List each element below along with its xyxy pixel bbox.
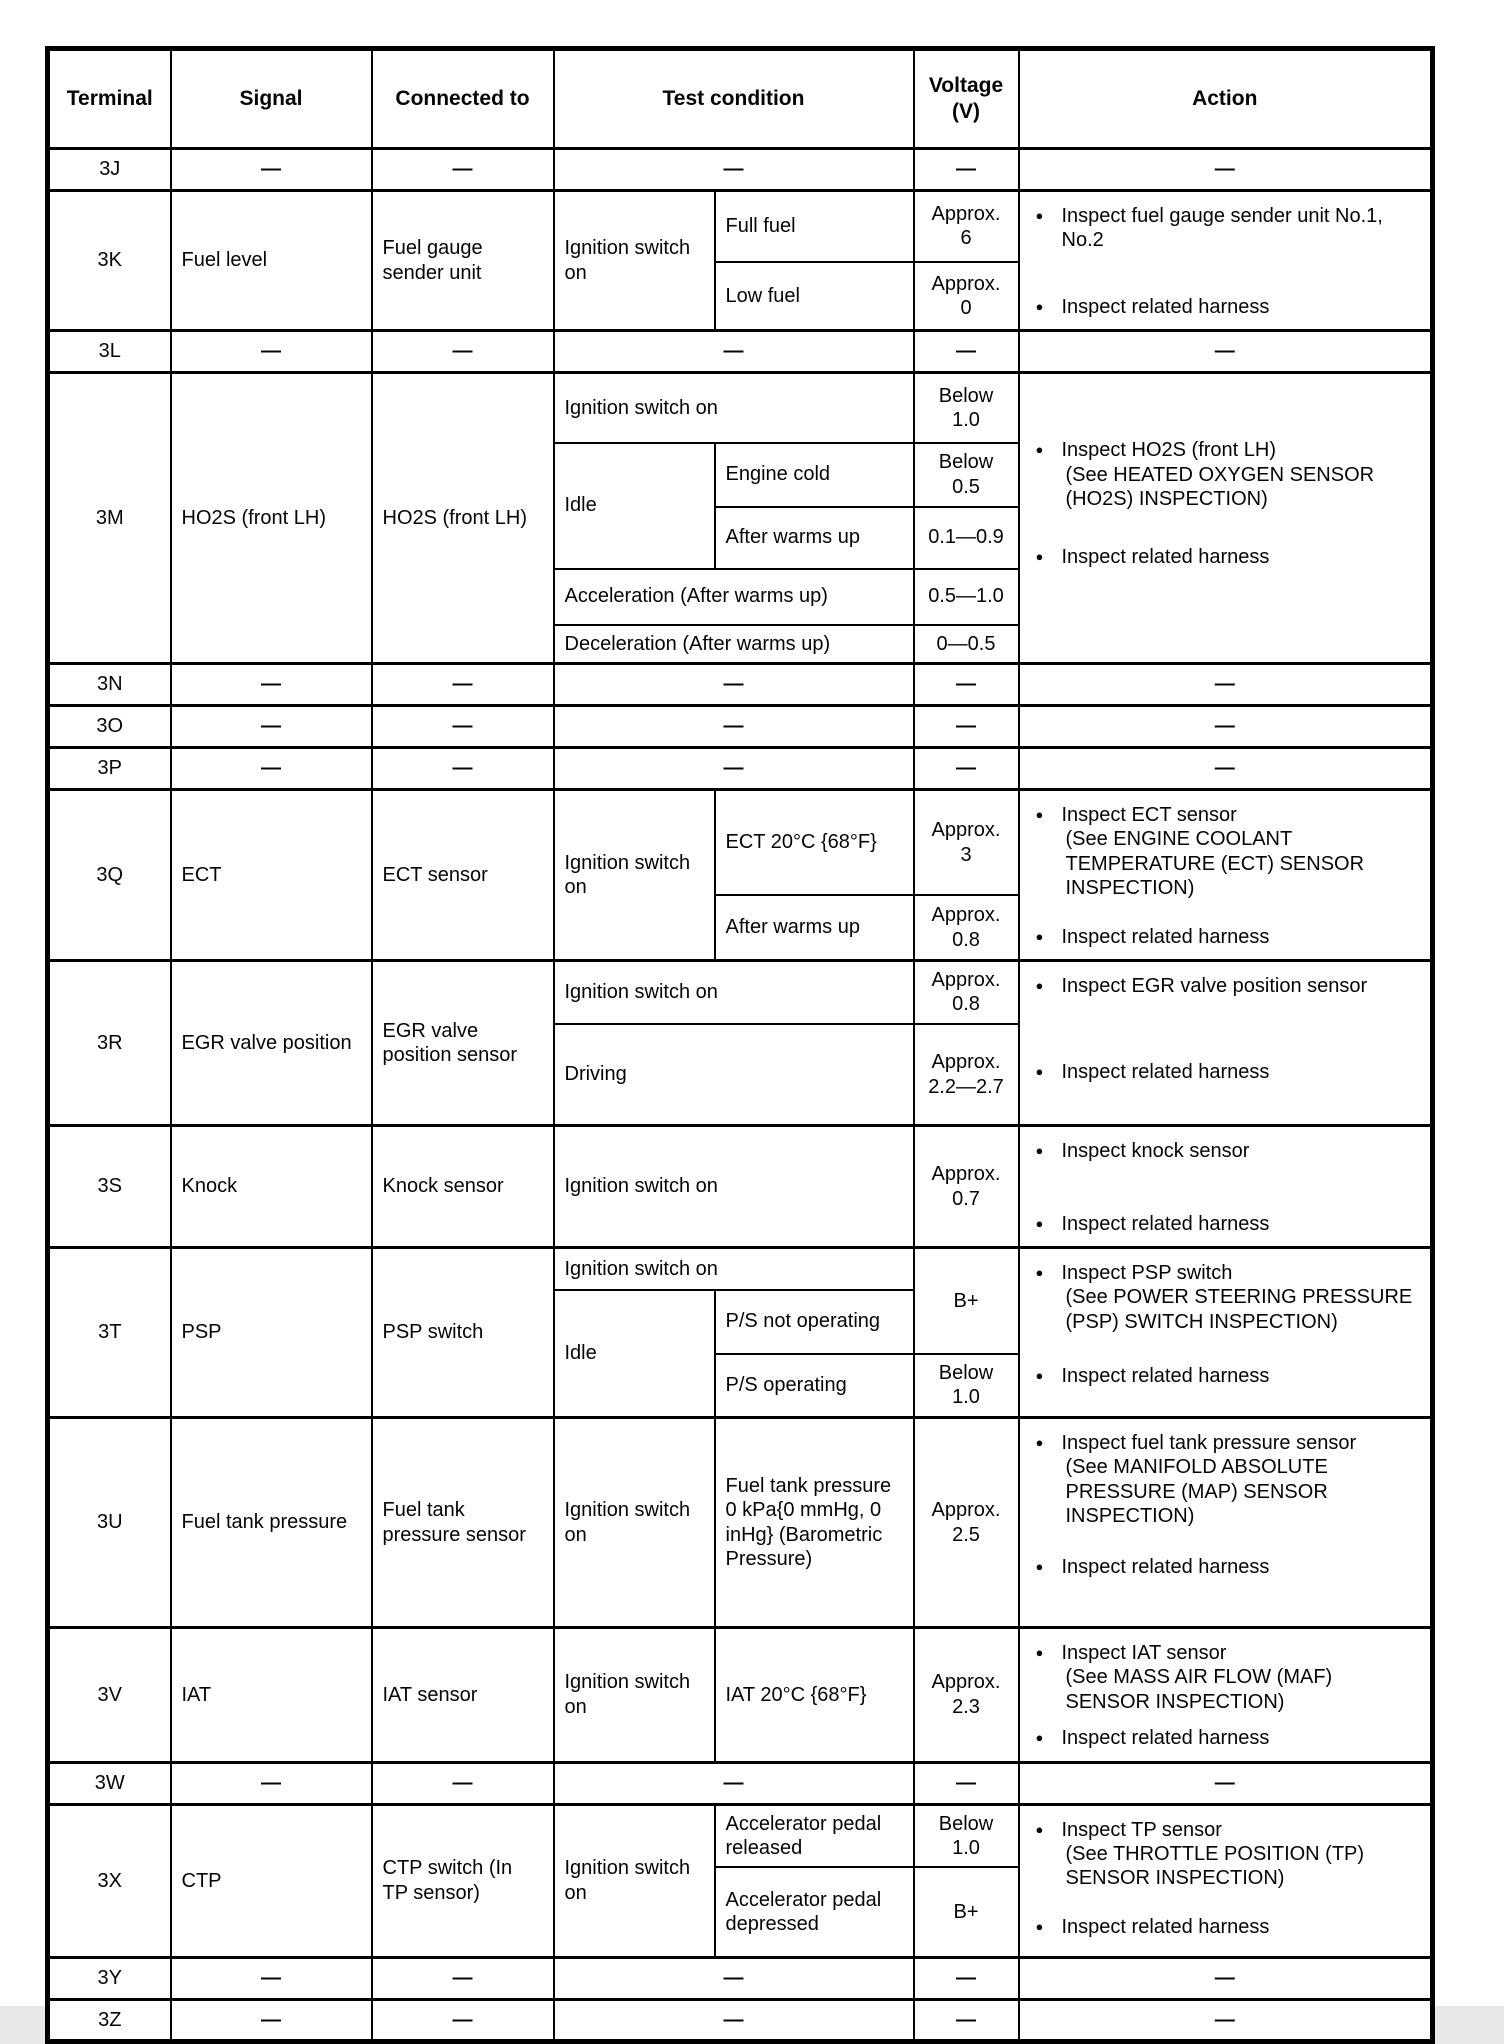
- table-container: [45, 46, 1435, 2044]
- voltage-cell: 0.5—1.0: [914, 569, 1019, 625]
- condition-group-cell: Ignition switch on: [554, 1418, 715, 1628]
- connected-cell: Fuel tank pressure sensor: [372, 1418, 554, 1628]
- action-item: ● Inspect fuel tank pressure sensor (See MANIFOLD ABSOLUTE PRESSURE (MAP) SENSOR INSPECTION): [1035, 1432, 1357, 1528]
- terminal-cell: 3U: [48, 1418, 171, 1628]
- voltage-cell: Approx. 2.5: [914, 1418, 1019, 1628]
- condition-group-cell: Ignition switch on: [554, 1628, 715, 1763]
- bullet-icon: ●: [1035, 298, 1044, 314]
- dash-cell: —: [171, 1999, 372, 2041]
- connected-cell: HO2S (front LH): [372, 373, 554, 664]
- condition-cell: P/S not operating: [715, 1290, 914, 1354]
- connected-cell: Fuel gauge sender unit: [372, 191, 554, 331]
- dash-cell: —: [171, 331, 372, 373]
- condition-group-cell: Idle: [554, 443, 715, 569]
- header-signal: Signal: [171, 49, 372, 149]
- bullet-icon: ●: [1035, 1368, 1044, 1384]
- action-cell: [1019, 191, 1433, 331]
- terminal-cell: 3X: [48, 1804, 171, 1957]
- dash-cell: —: [914, 149, 1019, 191]
- row-3n: [48, 664, 1433, 706]
- dash-cell: —: [372, 1762, 554, 1804]
- connected-cell: IAT sensor: [372, 1628, 554, 1763]
- row-3x: [48, 1804, 1433, 1867]
- signal-cell: Fuel level: [171, 191, 372, 331]
- action-item: ● Inspect fuel gauge sender unit No.1, No.2: [1035, 205, 1383, 252]
- terminal-cell: 3O: [48, 706, 171, 748]
- voltage-cell: 0.1—0.9: [914, 507, 1019, 569]
- condition-cell: IAT 20°C {68°F}: [715, 1628, 914, 1763]
- dash-cell: —: [372, 748, 554, 790]
- action-cell: [1019, 961, 1433, 1126]
- condition-cell: Full fuel: [715, 191, 914, 262]
- action-item: ● Inspect HO2S (front LH) (See HEATED OXYGEN SENSOR (HO2S) INSPECTION): [1035, 439, 1375, 510]
- bullet-icon: ●: [1035, 1730, 1044, 1746]
- voltage-cell: Approx. 0.8: [914, 895, 1019, 960]
- action-item: ● Inspect EGR valve position sensor: [1035, 975, 1368, 998]
- bullet-icon: ●: [1035, 208, 1044, 223]
- voltage-cell: B+: [914, 1867, 1019, 1957]
- condition-cell: Low fuel: [715, 262, 914, 331]
- bullet-icon: ●: [1035, 442, 1044, 458]
- terminal-cell: 3S: [48, 1126, 171, 1248]
- voltage-cell: Approx. 2.2—2.7: [914, 1024, 1019, 1126]
- action-item: ● Inspect related harness: [1035, 1365, 1270, 1388]
- row-3r: [48, 961, 1433, 1024]
- condition-cell: Driving: [554, 1024, 914, 1126]
- dash-cell: —: [1019, 1999, 1433, 2041]
- voltage-cell: Below 1.0: [914, 1354, 1019, 1418]
- condition-cell: Fuel tank pressure 0 kPa{0 mmHg, 0 inHg} (Barometric Pressure): [715, 1418, 914, 1628]
- signal-cell: EGR valve position: [171, 961, 372, 1126]
- bullet-icon: ●: [1035, 978, 1044, 994]
- action-cell: [1019, 1126, 1433, 1248]
- condition-cell: Accelerator pedal depressed: [715, 1867, 914, 1957]
- action-cell: [1019, 1804, 1433, 1957]
- action-item: ● Inspect related harness: [1035, 1727, 1270, 1750]
- action-item: ● Inspect related harness: [1035, 1555, 1270, 1578]
- condition-cell: Ignition switch on: [554, 1126, 914, 1248]
- action-item: ● Inspect related harness: [1035, 546, 1270, 569]
- dash-cell: —: [554, 664, 914, 706]
- signal-cell: ECT: [171, 790, 372, 961]
- condition-cell: Ignition switch on: [554, 961, 914, 1024]
- action-item: ● Inspect related harness: [1035, 1061, 1270, 1084]
- terminal-cell: 3V: [48, 1628, 171, 1763]
- condition-cell: Ignition switch on: [554, 373, 914, 443]
- terminal-cell: 3T: [48, 1248, 171, 1418]
- condition-cell: Acceleration (After warms up): [554, 569, 914, 625]
- header-connected-to: Connected to: [372, 49, 554, 149]
- condition-cell: P/S operating: [715, 1354, 914, 1418]
- condition-cell: After warms up: [715, 507, 914, 569]
- row-3y: [48, 1957, 1433, 1999]
- bullet-icon: ●: [1035, 807, 1044, 823]
- signal-cell: Fuel tank pressure: [171, 1418, 372, 1628]
- dash-cell: —: [914, 706, 1019, 748]
- bullet-icon: ●: [1035, 549, 1044, 565]
- terminal-cell: 3K: [48, 191, 171, 331]
- terminal-cell: 3Z: [48, 1999, 171, 2041]
- connected-cell: PSP switch: [372, 1248, 554, 1418]
- signal-cell: Knock: [171, 1126, 372, 1248]
- terminal-cell: 3Q: [48, 790, 171, 961]
- condition-cell: Ignition switch on: [554, 1248, 914, 1290]
- condition-cell: Deceleration (After warms up): [554, 625, 914, 664]
- action-item: ● Inspect TP sensor (See THROTTLE POSITION (TP) SENSOR INSPECTION): [1035, 1818, 1365, 1890]
- row-3s: [48, 1126, 1433, 1248]
- row-3o: [48, 706, 1433, 748]
- dash-cell: —: [171, 706, 372, 748]
- condition-cell: Engine cold: [715, 443, 914, 507]
- voltage-cell: Approx. 3: [914, 790, 1019, 896]
- terminal-cell: 3L: [48, 331, 171, 373]
- dash-cell: —: [914, 331, 1019, 373]
- condition-cell: ECT 20°C {68°F}: [715, 790, 914, 896]
- header-test-condition: Test condition: [554, 49, 914, 149]
- dash-cell: —: [372, 664, 554, 706]
- bullet-icon: ●: [1035, 1821, 1044, 1837]
- condition-cell: After warms up: [715, 895, 914, 960]
- bullet-icon: ●: [1035, 1918, 1044, 1934]
- dash-cell: —: [372, 149, 554, 191]
- dash-cell: —: [914, 1957, 1019, 1999]
- voltage-cell: Approx. 6: [914, 191, 1019, 262]
- action-cell: [1019, 790, 1433, 961]
- voltage-cell: Below 1.0: [914, 1804, 1019, 1867]
- row-3m: [48, 373, 1433, 443]
- condition-group-cell: Ignition switch on: [554, 1804, 715, 1957]
- row-3j: [48, 149, 1433, 191]
- action-item: ● Inspect related harness: [1035, 925, 1270, 948]
- signal-cell: IAT: [171, 1628, 372, 1763]
- dash-cell: —: [171, 1762, 372, 1804]
- bullet-icon: ●: [1035, 1645, 1044, 1661]
- dash-cell: —: [1019, 1957, 1433, 1999]
- action-cell: [1019, 373, 1433, 664]
- dash-cell: —: [1019, 664, 1433, 706]
- voltage-cell: B+: [914, 1248, 1019, 1354]
- voltage-cell: 0—0.5: [914, 625, 1019, 664]
- dash-cell: —: [1019, 748, 1433, 790]
- dash-cell: —: [1019, 331, 1433, 373]
- dash-cell: —: [554, 1762, 914, 1804]
- action-item: ● Inspect related harness: [1035, 1915, 1270, 1938]
- bullet-icon: ●: [1035, 1265, 1044, 1281]
- dash-cell: —: [1019, 706, 1433, 748]
- voltage-cell: Below 0.5: [914, 443, 1019, 507]
- row-3t: [48, 1248, 1433, 1290]
- terminal-cell: 3P: [48, 748, 171, 790]
- terminal-cell: 3M: [48, 373, 171, 664]
- terminal-cell: 3W: [48, 1762, 171, 1804]
- terminal-cell: 3Y: [48, 1957, 171, 1999]
- header-row: [48, 49, 1433, 149]
- dash-cell: —: [1019, 149, 1433, 191]
- bullet-icon: ●: [1035, 1558, 1044, 1574]
- condition-group-cell: Ignition switch on: [554, 191, 715, 331]
- dash-cell: —: [171, 664, 372, 706]
- dash-cell: —: [914, 664, 1019, 706]
- dash-cell: —: [914, 1762, 1019, 1804]
- dash-cell: —: [914, 1999, 1019, 2041]
- row-3k: [48, 191, 1433, 262]
- row-3p: [48, 748, 1433, 790]
- action-cell: [1019, 1248, 1433, 1418]
- dash-cell: —: [554, 748, 914, 790]
- row-3w: [48, 1762, 1433, 1804]
- row-3l: [48, 331, 1433, 373]
- voltage-cell: Approx. 0.7: [914, 1126, 1019, 1248]
- header-action: Action: [1019, 49, 1433, 149]
- action-item: ● Inspect related harness: [1035, 295, 1270, 318]
- bullet-icon: ●: [1035, 928, 1044, 944]
- dash-cell: —: [554, 149, 914, 191]
- spacer: [1034, 386, 1419, 438]
- action-item: ● Inspect PSP switch (See POWER STEERING PRESSURE (PSP) SWITCH INSPECTION): [1035, 1262, 1413, 1333]
- dash-cell: —: [171, 748, 372, 790]
- dash-cell: —: [914, 748, 1019, 790]
- signal-cell: CTP: [171, 1804, 372, 1957]
- bullet-icon: ●: [1035, 1143, 1044, 1159]
- connected-cell: EGR valve position sensor: [372, 961, 554, 1126]
- condition-group-cell: Idle: [554, 1290, 715, 1418]
- voltage-cell: Approx. 2.3: [914, 1628, 1019, 1763]
- bullet-icon: ●: [1035, 1064, 1044, 1080]
- dash-cell: —: [554, 331, 914, 373]
- dash-cell: —: [171, 149, 372, 191]
- dash-cell: —: [171, 1957, 372, 1999]
- voltage-cell: Below 1.0: [914, 373, 1019, 443]
- action-item: ● Inspect related harness: [1035, 1212, 1270, 1235]
- connected-cell: CTP switch (In TP sensor): [372, 1804, 554, 1957]
- voltage-cell: Approx. 0: [914, 262, 1019, 331]
- action-item: ● Inspect knock sensor: [1035, 1140, 1250, 1163]
- header-terminal: Terminal: [48, 49, 171, 149]
- voltage-cell: Approx. 0.8: [914, 961, 1019, 1024]
- dash-cell: —: [372, 331, 554, 373]
- action-cell: [1019, 1418, 1433, 1628]
- connected-cell: ECT sensor: [372, 790, 554, 961]
- action-item: ● Inspect ECT sensor (See ENGINE COOLANT TEMPERATURE (ECT) SENSOR INSPECTION): [1035, 804, 1365, 900]
- action-item: ● Inspect IAT sensor (See MASS AIR FLOW (MAF) SENSOR INSPECTION): [1035, 1642, 1333, 1713]
- connected-cell: Knock sensor: [372, 1126, 554, 1248]
- row-3u: [48, 1418, 1433, 1628]
- dash-cell: —: [1019, 1762, 1433, 1804]
- bullet-icon: ●: [1035, 1215, 1044, 1231]
- row-3q: [48, 790, 1433, 896]
- terminal-voltage-table: [45, 46, 1435, 2044]
- action-cell: [1019, 1628, 1433, 1763]
- dash-cell: —: [372, 1957, 554, 1999]
- signal-cell: HO2S (front LH): [171, 373, 372, 664]
- terminal-cell: 3R: [48, 961, 171, 1126]
- terminal-cell: 3N: [48, 664, 171, 706]
- dash-cell: —: [554, 706, 914, 748]
- condition-cell: Accelerator pedal released: [715, 1804, 914, 1867]
- dash-cell: —: [372, 706, 554, 748]
- header-voltage: Voltage (V): [914, 49, 1019, 149]
- dash-cell: —: [372, 1999, 554, 2041]
- row-3v: [48, 1628, 1433, 1763]
- bullet-icon: ●: [1035, 1435, 1044, 1451]
- signal-cell: PSP: [171, 1248, 372, 1418]
- terminal-cell: 3J: [48, 149, 171, 191]
- condition-group-cell: Ignition switch on: [554, 790, 715, 961]
- dash-cell: —: [554, 1957, 914, 1999]
- dash-cell: —: [554, 1999, 914, 2041]
